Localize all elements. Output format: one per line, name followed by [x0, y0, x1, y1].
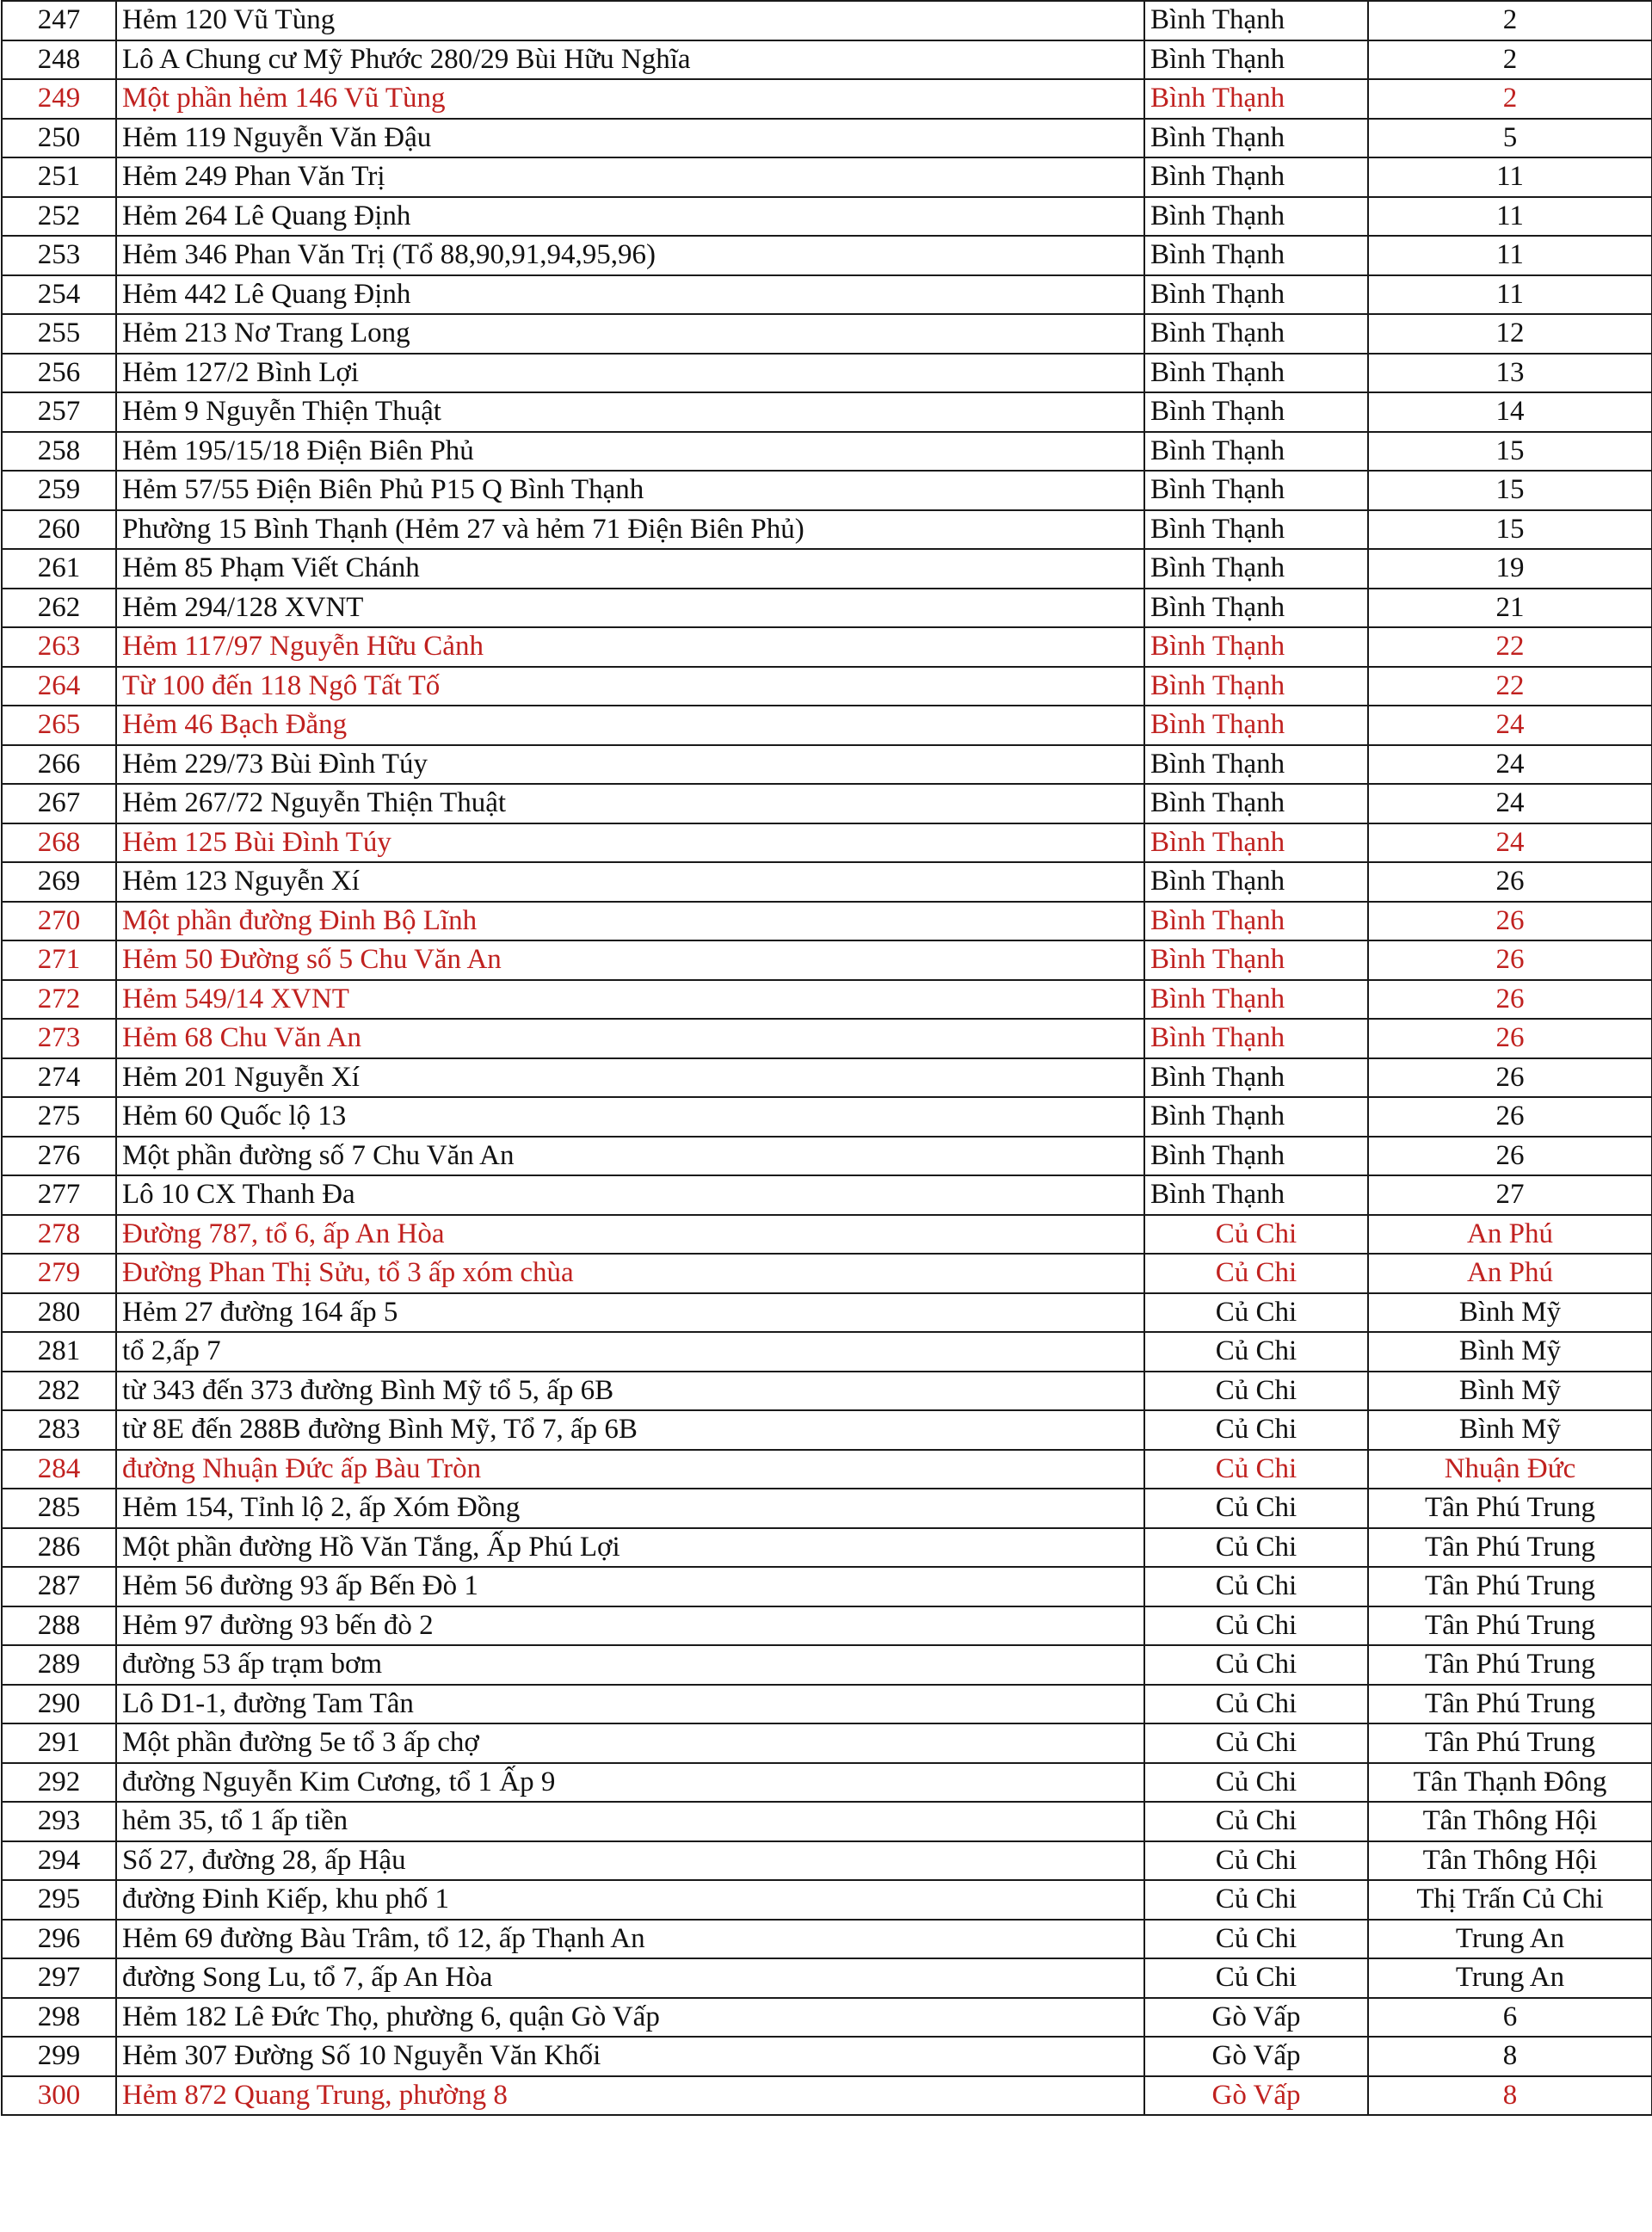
table-row — [2, 980, 1652, 1020]
district-cell: Củ Chi — [1144, 1723, 1368, 1763]
ward-cell: An Phú — [1368, 1215, 1652, 1255]
address-cell: Hẻm 68 Chu Văn An — [116, 1019, 1144, 1058]
row-number-cell: 276 — [2, 1137, 116, 1176]
table-row — [2, 784, 1652, 823]
district-cell: Bình Thạnh — [1144, 275, 1368, 315]
district-cell: Củ Chi — [1144, 1372, 1368, 1411]
row-number-cell: 266 — [2, 745, 116, 785]
table-row — [2, 236, 1652, 275]
row-number-cell: 255 — [2, 314, 116, 354]
ward-cell: Bình Mỹ — [1368, 1332, 1652, 1372]
address-cell: Hẻm 346 Phan Văn Trị (Tổ 88,90,91,94,95,96) — [116, 236, 1144, 275]
ward-cell: 24 — [1368, 784, 1652, 823]
table-row — [2, 1215, 1652, 1255]
row-number-cell: 261 — [2, 549, 116, 589]
address-cell: Hẻm 213 Nơ Trang Long — [116, 314, 1144, 354]
district-cell: Củ Chi — [1144, 1606, 1368, 1646]
row-number-cell: 292 — [2, 1763, 116, 1803]
ward-cell: Thị Trấn Củ Chi — [1368, 1880, 1652, 1920]
ward-cell: 5 — [1368, 119, 1652, 158]
address-cell: Hẻm 125 Bùi Đình Túy — [116, 823, 1144, 863]
district-cell: Bình Thạnh — [1144, 667, 1368, 706]
ward-cell: 26 — [1368, 980, 1652, 1020]
table-row — [2, 1763, 1652, 1803]
row-number-cell: 287 — [2, 1567, 116, 1606]
address-cell: Hẻm 85 Phạm Viết Chánh — [116, 549, 1144, 589]
row-number-cell: 270 — [2, 902, 116, 941]
ward-cell: 11 — [1368, 275, 1652, 315]
table-row — [2, 1528, 1652, 1568]
district-cell: Bình Thạnh — [1144, 823, 1368, 863]
address-cell: Hẻm 201 Nguyễn Xí — [116, 1058, 1144, 1098]
ward-cell: 8 — [1368, 2037, 1652, 2076]
table-row — [2, 1372, 1652, 1411]
row-number-cell: 298 — [2, 1998, 116, 2038]
table-row — [2, 1802, 1652, 1841]
address-cell: đường Nhuận Đức ấp Bàu Tròn — [116, 1450, 1144, 1489]
row-number-cell: 299 — [2, 2037, 116, 2076]
district-cell: Gò Vấp — [1144, 2076, 1368, 2116]
table-row — [2, 1450, 1652, 1489]
row-number-cell: 262 — [2, 589, 116, 628]
address-cell: Lô A Chung cư Mỹ Phước 280/29 Bùi Hữu Nghĩa — [116, 40, 1144, 80]
district-cell: Củ Chi — [1144, 1450, 1368, 1489]
address-cell: đường 53 ấp trạm bơm — [116, 1645, 1144, 1685]
ward-cell: Tân Phú Trung — [1368, 1528, 1652, 1568]
district-cell: Bình Thạnh — [1144, 784, 1368, 823]
district-cell: Gò Vấp — [1144, 1998, 1368, 2038]
address-cell: Đường 787, tổ 6, ấp An Hòa — [116, 1215, 1144, 1255]
row-number-cell: 274 — [2, 1058, 116, 1098]
table-row — [2, 745, 1652, 785]
row-number-cell: 288 — [2, 1606, 116, 1646]
district-cell: Củ Chi — [1144, 1410, 1368, 1450]
ward-cell: 12 — [1368, 314, 1652, 354]
row-number-cell: 260 — [2, 510, 116, 550]
district-cell: Bình Thạnh — [1144, 1, 1368, 40]
table-row — [2, 940, 1652, 980]
address-cell: Hẻm 119 Nguyễn Văn Đậu — [116, 119, 1144, 158]
row-number-cell: 296 — [2, 1920, 116, 1959]
district-cell: Củ Chi — [1144, 1215, 1368, 1255]
district-cell: Củ Chi — [1144, 1489, 1368, 1528]
row-number-cell: 248 — [2, 40, 116, 80]
table-row — [2, 667, 1652, 706]
district-cell: Củ Chi — [1144, 1802, 1368, 1841]
ward-cell: Tân Thông Hội — [1368, 1841, 1652, 1881]
ward-cell: 24 — [1368, 706, 1652, 745]
ward-cell: 26 — [1368, 1019, 1652, 1058]
address-cell: Hẻm 69 đường Bàu Trâm, tổ 12, ấp Thạnh An — [116, 1920, 1144, 1959]
row-number-cell: 256 — [2, 354, 116, 393]
district-cell: Củ Chi — [1144, 1958, 1368, 1998]
ward-cell: 24 — [1368, 745, 1652, 785]
address-cell: đường Đinh Kiếp, khu phố 1 — [116, 1880, 1144, 1920]
row-number-cell: 265 — [2, 706, 116, 745]
address-cell: đường Song Lu, tổ 7, ấp An Hòa — [116, 1958, 1144, 1998]
row-number-cell: 247 — [2, 1, 116, 40]
table-row — [2, 1175, 1652, 1215]
address-cell: Từ 100 đến 118 Ngô Tất Tố — [116, 667, 1144, 706]
row-number-cell: 277 — [2, 1175, 116, 1215]
table-row — [2, 1097, 1652, 1137]
district-cell: Bình Thạnh — [1144, 1137, 1368, 1176]
row-number-cell: 250 — [2, 119, 116, 158]
address-cell: Một phần hẻm 146 Vũ Tùng — [116, 79, 1144, 119]
table-row — [2, 79, 1652, 119]
row-number-cell: 264 — [2, 667, 116, 706]
table-row — [2, 1958, 1652, 1998]
ward-cell: 6 — [1368, 1998, 1652, 2038]
address-cell: Hẻm 264 Lê Quang Định — [116, 197, 1144, 237]
address-cell: Hẻm 249 Phan Văn Trị — [116, 157, 1144, 197]
row-number-cell: 295 — [2, 1880, 116, 1920]
table-row — [2, 1254, 1652, 1293]
address-cell: Hẻm 307 Đường Số 10 Nguyễn Văn Khối — [116, 2037, 1144, 2076]
row-number-cell: 294 — [2, 1841, 116, 1881]
ward-cell: 13 — [1368, 354, 1652, 393]
district-cell: Củ Chi — [1144, 1293, 1368, 1333]
ward-cell: Bình Mỹ — [1368, 1410, 1652, 1450]
ward-cell: Tân Phú Trung — [1368, 1489, 1652, 1528]
table-row — [2, 197, 1652, 237]
table-row — [2, 589, 1652, 628]
table-row — [2, 1058, 1652, 1098]
district-cell: Bình Thạnh — [1144, 236, 1368, 275]
district-cell: Bình Thạnh — [1144, 354, 1368, 393]
table-row — [2, 2076, 1652, 2116]
address-cell: hẻm 35, tổ 1 ấp tiền — [116, 1802, 1144, 1841]
ward-cell: 22 — [1368, 627, 1652, 667]
row-number-cell: 289 — [2, 1645, 116, 1685]
table-row — [2, 549, 1652, 589]
row-number-cell: 267 — [2, 784, 116, 823]
row-number-cell: 269 — [2, 862, 116, 902]
address-cell: Hẻm 57/55 Điện Biên Phủ P15 Q Bình Thạnh — [116, 471, 1144, 510]
row-number-cell: 272 — [2, 980, 116, 1020]
ward-cell: 2 — [1368, 79, 1652, 119]
table-row — [2, 119, 1652, 158]
ward-cell: 26 — [1368, 902, 1652, 941]
address-cell: Một phần đường 5e tổ 3 ấp chợ — [116, 1723, 1144, 1763]
district-cell: Bình Thạnh — [1144, 706, 1368, 745]
table-row — [2, 1606, 1652, 1646]
address-cell: Lô 10 CX Thanh Đa — [116, 1175, 1144, 1215]
table-row — [2, 706, 1652, 745]
ward-cell: Trung An — [1368, 1920, 1652, 1959]
address-cell: Hẻm 123 Nguyễn Xí — [116, 862, 1144, 902]
address-cell: Hẻm 195/15/18 Điện Biên Phủ — [116, 432, 1144, 472]
address-cell: Hẻm 442 Lê Quang Định — [116, 275, 1144, 315]
ward-cell: Tân Thạnh Đông — [1368, 1763, 1652, 1803]
district-cell: Bình Thạnh — [1144, 471, 1368, 510]
district-cell: Bình Thạnh — [1144, 1097, 1368, 1137]
address-cell: Hẻm 872 Quang Trung, phường 8 — [116, 2076, 1144, 2116]
ward-cell: Nhuận Đức — [1368, 1450, 1652, 1489]
district-cell: Bình Thạnh — [1144, 392, 1368, 432]
address-cell: Phường 15 Bình Thạnh (Hẻm 27 và hẻm 71 Điện Biên Phủ) — [116, 510, 1144, 550]
row-number-cell: 286 — [2, 1528, 116, 1568]
table-row — [2, 1920, 1652, 1959]
ward-cell: 26 — [1368, 1097, 1652, 1137]
district-cell: Củ Chi — [1144, 1920, 1368, 1959]
table-row — [2, 627, 1652, 667]
row-number-cell: 273 — [2, 1019, 116, 1058]
address-cell: Hẻm 267/72 Nguyễn Thiện Thuật — [116, 784, 1144, 823]
row-number-cell: 293 — [2, 1802, 116, 1841]
ward-cell: 14 — [1368, 392, 1652, 432]
address-cell: Hẻm 60 Quốc lộ 13 — [116, 1097, 1144, 1137]
address-cell: Hẻm 549/14 XVNT — [116, 980, 1144, 1020]
address-cell: Một phần đường Đinh Bộ Lĩnh — [116, 902, 1144, 941]
row-number-cell: 279 — [2, 1254, 116, 1293]
table-row — [2, 1332, 1652, 1372]
address-cell: Hẻm 9 Nguyễn Thiện Thuật — [116, 392, 1144, 432]
address-cell: Hẻm 97 đường 93 bến đò 2 — [116, 1606, 1144, 1646]
district-cell: Củ Chi — [1144, 1763, 1368, 1803]
table-row — [2, 40, 1652, 80]
row-number-cell: 275 — [2, 1097, 116, 1137]
address-cell: Hẻm 117/97 Nguyễn Hữu Cảnh — [116, 627, 1144, 667]
row-number-cell: 263 — [2, 627, 116, 667]
ward-cell: Bình Mỹ — [1368, 1293, 1652, 1333]
row-number-cell: 283 — [2, 1410, 116, 1450]
district-cell: Bình Thạnh — [1144, 79, 1368, 119]
address-cell: Một phần đường Hồ Văn Tắng, Ấp Phú Lợi — [116, 1528, 1144, 1568]
district-cell: Bình Thạnh — [1144, 432, 1368, 472]
address-table — [1, 0, 1652, 2116]
ward-cell: 15 — [1368, 510, 1652, 550]
district-cell: Bình Thạnh — [1144, 510, 1368, 550]
district-cell: Củ Chi — [1144, 1880, 1368, 1920]
address-cell: Hẻm 127/2 Bình Lợi — [116, 354, 1144, 393]
table-row — [2, 314, 1652, 354]
address-cell: Hẻm 154, Tỉnh lộ 2, ấp Xóm Đồng — [116, 1489, 1144, 1528]
ward-cell: Tân Thông Hội — [1368, 1802, 1652, 1841]
district-cell: Củ Chi — [1144, 1528, 1368, 1568]
table-row — [2, 1489, 1652, 1528]
district-cell: Bình Thạnh — [1144, 314, 1368, 354]
ward-cell: 26 — [1368, 1137, 1652, 1176]
table-row — [2, 1998, 1652, 2038]
table-row — [2, 1723, 1652, 1763]
district-cell: Bình Thạnh — [1144, 1175, 1368, 1215]
district-cell: Củ Chi — [1144, 1645, 1368, 1685]
table-row — [2, 471, 1652, 510]
address-cell: Hẻm 120 Vũ Tùng — [116, 1, 1144, 40]
table-row — [2, 1410, 1652, 1450]
row-number-cell: 268 — [2, 823, 116, 863]
row-number-cell: 280 — [2, 1293, 116, 1333]
ward-cell: 26 — [1368, 940, 1652, 980]
ward-cell: 27 — [1368, 1175, 1652, 1215]
address-cell: từ 343 đến 373 đường Bình Mỹ tổ 5, ấp 6B — [116, 1372, 1144, 1411]
district-cell: Bình Thạnh — [1144, 157, 1368, 197]
row-number-cell: 300 — [2, 2076, 116, 2116]
address-cell: từ 8E đến 288B đường Bình Mỹ, Tổ 7, ấp 6B — [116, 1410, 1144, 1450]
district-cell: Bình Thạnh — [1144, 197, 1368, 237]
row-number-cell: 251 — [2, 157, 116, 197]
row-number-cell: 252 — [2, 197, 116, 237]
row-number-cell: 249 — [2, 79, 116, 119]
table-row — [2, 1293, 1652, 1333]
district-cell: Bình Thạnh — [1144, 940, 1368, 980]
district-cell: Bình Thạnh — [1144, 589, 1368, 628]
district-cell: Bình Thạnh — [1144, 1019, 1368, 1058]
table-row — [2, 510, 1652, 550]
ward-cell: An Phú — [1368, 1254, 1652, 1293]
address-cell: Số 27, đường 28, ấp Hậu — [116, 1841, 1144, 1881]
table-row — [2, 432, 1652, 472]
district-cell: Bình Thạnh — [1144, 40, 1368, 80]
address-cell: Đường Phan Thị Sửu, tổ 3 ấp xóm chùa — [116, 1254, 1144, 1293]
table-row — [2, 1685, 1652, 1724]
row-number-cell: 281 — [2, 1332, 116, 1372]
ward-cell: 24 — [1368, 823, 1652, 863]
ward-cell: 2 — [1368, 40, 1652, 80]
table-row — [2, 354, 1652, 393]
ward-cell: Tân Phú Trung — [1368, 1685, 1652, 1724]
address-cell: Hẻm 50 Đường số 5 Chu Văn An — [116, 940, 1144, 980]
district-cell: Củ Chi — [1144, 1685, 1368, 1724]
row-number-cell: 290 — [2, 1685, 116, 1724]
row-number-cell: 297 — [2, 1958, 116, 1998]
district-cell: Củ Chi — [1144, 1254, 1368, 1293]
ward-cell: Tân Phú Trung — [1368, 1606, 1652, 1646]
table-row — [2, 1880, 1652, 1920]
table-row — [2, 902, 1652, 941]
ward-cell: Tân Phú Trung — [1368, 1723, 1652, 1763]
row-number-cell: 254 — [2, 275, 116, 315]
row-number-cell: 253 — [2, 236, 116, 275]
table-row — [2, 392, 1652, 432]
row-number-cell: 282 — [2, 1372, 116, 1411]
ward-cell: 26 — [1368, 862, 1652, 902]
address-cell: Hẻm 294/128 XVNT — [116, 589, 1144, 628]
district-cell: Gò Vấp — [1144, 2037, 1368, 2076]
table-row — [2, 1, 1652, 40]
address-cell: Lô D1-1, đường Tam Tân — [116, 1685, 1144, 1724]
ward-cell: 26 — [1368, 1058, 1652, 1098]
ward-cell: Trung An — [1368, 1958, 1652, 1998]
ward-cell: Tân Phú Trung — [1368, 1567, 1652, 1606]
ward-cell: 11 — [1368, 197, 1652, 237]
district-cell: Củ Chi — [1144, 1841, 1368, 1881]
ward-cell: 21 — [1368, 589, 1652, 628]
ward-cell: 19 — [1368, 549, 1652, 589]
table-row — [2, 1567, 1652, 1606]
ward-cell: 11 — [1368, 157, 1652, 197]
table-body — [2, 1, 1652, 2115]
row-number-cell: 258 — [2, 432, 116, 472]
district-cell: Bình Thạnh — [1144, 902, 1368, 941]
district-cell: Bình Thạnh — [1144, 745, 1368, 785]
district-cell: Củ Chi — [1144, 1567, 1368, 1606]
table-row — [2, 2037, 1652, 2076]
table-row — [2, 1137, 1652, 1176]
ward-cell: 15 — [1368, 471, 1652, 510]
ward-cell: 8 — [1368, 2076, 1652, 2116]
table-row — [2, 157, 1652, 197]
row-number-cell: 271 — [2, 940, 116, 980]
district-cell: Bình Thạnh — [1144, 862, 1368, 902]
row-number-cell: 278 — [2, 1215, 116, 1255]
row-number-cell: 259 — [2, 471, 116, 510]
district-cell: Củ Chi — [1144, 1332, 1368, 1372]
table-row — [2, 1841, 1652, 1881]
row-number-cell: 284 — [2, 1450, 116, 1489]
address-cell: Hẻm 229/73 Bùi Đình Túy — [116, 745, 1144, 785]
table-row — [2, 275, 1652, 315]
ward-cell: 11 — [1368, 236, 1652, 275]
ward-cell: 15 — [1368, 432, 1652, 472]
address-cell: Hẻm 46 Bạch Đằng — [116, 706, 1144, 745]
address-cell: Hẻm 182 Lê Đức Thọ, phường 6, quận Gò Vấp — [116, 1998, 1144, 2038]
district-cell: Bình Thạnh — [1144, 549, 1368, 589]
table-row — [2, 862, 1652, 902]
ward-cell: 2 — [1368, 1, 1652, 40]
address-cell: đường Nguyễn Kim Cương, tổ 1 Ấp 9 — [116, 1763, 1144, 1803]
row-number-cell: 291 — [2, 1723, 116, 1763]
ward-cell: Tân Phú Trung — [1368, 1645, 1652, 1685]
table-row — [2, 1019, 1652, 1058]
ward-cell: Bình Mỹ — [1368, 1372, 1652, 1411]
table-row — [2, 1645, 1652, 1685]
address-cell: Một phần đường số 7 Chu Văn An — [116, 1137, 1144, 1176]
district-cell: Bình Thạnh — [1144, 980, 1368, 1020]
ward-cell: 22 — [1368, 667, 1652, 706]
row-number-cell: 257 — [2, 392, 116, 432]
address-cell: Hẻm 56 đường 93 ấp Bến Đò 1 — [116, 1567, 1144, 1606]
district-cell: Bình Thạnh — [1144, 119, 1368, 158]
row-number-cell: 285 — [2, 1489, 116, 1528]
district-cell: Bình Thạnh — [1144, 1058, 1368, 1098]
address-cell: tổ 2,ấp 7 — [116, 1332, 1144, 1372]
address-cell: Hẻm 27 đường 164 ấp 5 — [116, 1293, 1144, 1333]
district-cell: Bình Thạnh — [1144, 627, 1368, 667]
table-row — [2, 823, 1652, 863]
